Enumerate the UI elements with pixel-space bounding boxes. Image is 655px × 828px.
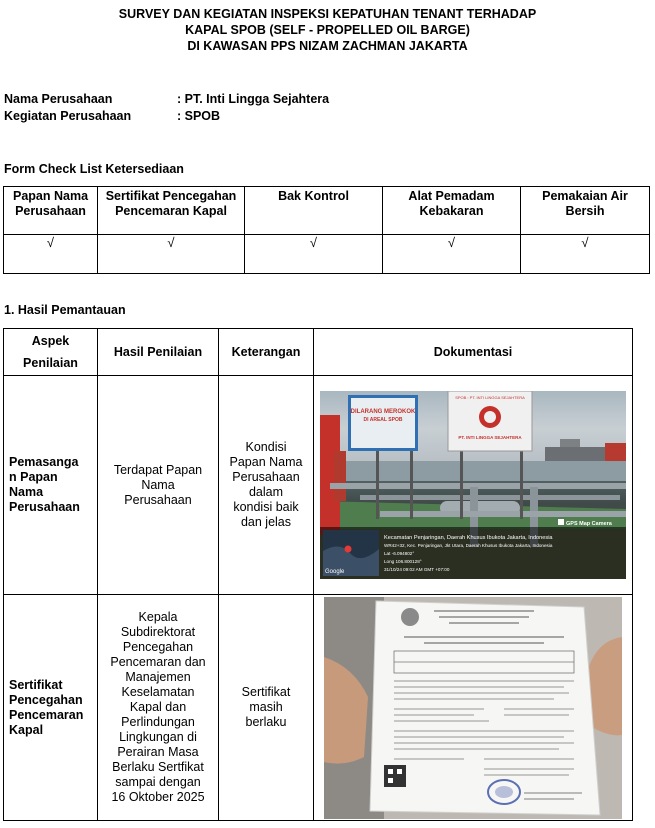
header-docs: Dokumentasi: [314, 329, 633, 376]
row2-result-line: Manajemen: [125, 670, 191, 684]
row2-aspect-line: Pencemaran: [9, 707, 84, 722]
document-title: [0, 6, 655, 54]
checklist-header-row: [4, 187, 650, 235]
row2-aspect-line: Kapal: [9, 722, 44, 737]
sign2-top-text: SPOB : PT. INTI LINGGA SEJAHTERA: [455, 395, 525, 400]
checklist-check-3: √: [383, 235, 521, 274]
checklist-table: [3, 186, 650, 274]
row2-docs: [314, 595, 633, 821]
row1-note-line: dalam: [248, 485, 284, 499]
row2-result-line: Kepala: [138, 610, 178, 624]
sign1-text-line1: DILARANG MEROKOK: [350, 409, 416, 415]
row2-result-line: Keselamatan: [121, 685, 195, 699]
geo-line-3: Lat -6.094802°: [384, 551, 415, 556]
company-name-value: : PT. Inti Lingga Sejahtera: [177, 92, 330, 106]
emblem-icon: [401, 608, 419, 626]
title-line-3: DI KAWASAN PPS NIZAM ZACHMAN JAKARTA: [187, 39, 468, 53]
monitoring-heading: 1. Hasil Pemantauan: [4, 303, 126, 317]
geo-line-2: WR42+32, Kec. Penjaringan, Jkt Utara, Daerah Khusus Ibukota Jakarta, Indonesia: [384, 543, 553, 548]
header-aspect-line-1: Aspek: [31, 334, 70, 348]
monitoring-table: [3, 328, 633, 821]
row2-aspect-line: Pencegahan: [9, 692, 83, 707]
qr-code: [384, 765, 406, 787]
title-line-1: SURVEY DAN KEGIATAN INSPEKSI KEPATUHAN TENANT TERHADAP: [118, 7, 537, 21]
row1-note-line: dan jelas: [240, 515, 292, 529]
signboard-photo: [320, 391, 626, 579]
row1-result: [98, 376, 219, 595]
header-aspect-line-2: Penilaian: [23, 356, 78, 370]
row1-note-line: Perusahaan: [232, 470, 300, 484]
camera-label: GPS Map Camera: [566, 521, 612, 527]
geo-line-4: Long 106.800128°: [384, 559, 422, 564]
header-result: Hasil Penilaian: [98, 329, 219, 376]
checklist-check-4: √: [521, 235, 650, 274]
row2-result-line: sampai dengan: [115, 775, 201, 789]
row2-result-line: Berlaku Sertfikat: [112, 760, 204, 774]
header-aspect: [4, 329, 98, 376]
row2-result-line: 16 Oktober 2025: [111, 790, 205, 804]
checklist-check-1: √: [98, 235, 245, 274]
sign2-bottom-text: PT. INTI LINGGA SEJAHTERA: [458, 435, 522, 440]
company-activity-value: : SPOB: [177, 109, 221, 123]
checklist-col-1: Sertifikat Pencegahan Pencemaran Kapal: [98, 187, 245, 235]
row2-result-line: Subdirektorat: [120, 625, 196, 639]
sign1-text-line2: DI AREAL SPOB: [363, 417, 403, 423]
checklist-value-row: [4, 235, 650, 274]
row1-note-line: kondisi baik: [233, 500, 299, 514]
row2-result-line: Pencegahan: [122, 640, 194, 654]
row2-result-line: Pencemaran dan: [110, 655, 206, 669]
row1-result-line: Nama: [141, 477, 175, 492]
row2-aspect-line: Sertifikat: [9, 677, 63, 692]
monitoring-header-row: [4, 329, 633, 376]
row1-aspect-line: Nama: [9, 485, 44, 499]
row2-result-line: Perlindungan: [121, 715, 195, 729]
row2-note-line: Sertifikat: [241, 685, 291, 699]
checklist-col-4: Pemakaian Air Bersih: [521, 187, 650, 235]
row2-note-line: berlaku: [245, 715, 287, 729]
geo-line-1: Kecamatan Penjaringan, Daerah Khusus Ibukota Jakarta, Indonesia: [384, 535, 553, 541]
checklist-col-3: Alat Pemadam Kebakaran: [383, 187, 521, 235]
row1-result-line: Perusahaan: [124, 492, 192, 507]
row1-result-line: Terdapat Papan: [113, 462, 203, 477]
company-name-label: Nama Perusahaan: [4, 92, 113, 106]
checklist-col-0: Papan Nama Perusahaan: [4, 187, 98, 235]
row1-docs: [314, 376, 633, 595]
certificate-photo: [324, 597, 622, 819]
row1-aspect-line: Pemasanga: [9, 455, 79, 469]
row2-result: [98, 595, 219, 821]
header-note: Keterangan: [219, 329, 314, 376]
monitoring-row-certificate: [4, 595, 633, 821]
row1-note-line: Kondisi: [245, 440, 287, 454]
row1-aspect: [4, 376, 98, 595]
monitoring-row-signboard: [4, 376, 633, 595]
row1-note-line: Papan Nama: [229, 455, 303, 469]
title-line-2: KAPAL SPOB (SELF - PROPELLED OIL BARGE): [185, 23, 470, 37]
row1-note: [219, 376, 314, 595]
row1-aspect-line: Perusahaan: [9, 500, 80, 514]
checklist-check-2: √: [245, 235, 383, 274]
row2-note-line: masih: [249, 700, 283, 714]
checklist-heading: Form Check List Ketersediaan: [4, 162, 184, 176]
camera-icon: [558, 519, 564, 525]
map-label: Google: [325, 569, 345, 575]
map-pin-icon: [345, 546, 352, 553]
row2-result-line: Kapal dan: [129, 700, 187, 714]
row2-note: [219, 595, 314, 821]
geo-line-5: 31/10/24 09:02 AM GMT +07:00: [384, 567, 450, 572]
row2-aspect: [4, 595, 98, 821]
company-activity-label: Kegiatan Perusahaan: [4, 109, 132, 123]
checklist-check-0: √: [4, 235, 98, 274]
row2-result-line: Lingkungan di: [119, 730, 197, 744]
checklist-col-2: Bak Kontrol: [245, 187, 383, 235]
row1-aspect-line: n Papan: [9, 470, 58, 484]
row2-result-line: Perairan Masa: [117, 745, 199, 759]
